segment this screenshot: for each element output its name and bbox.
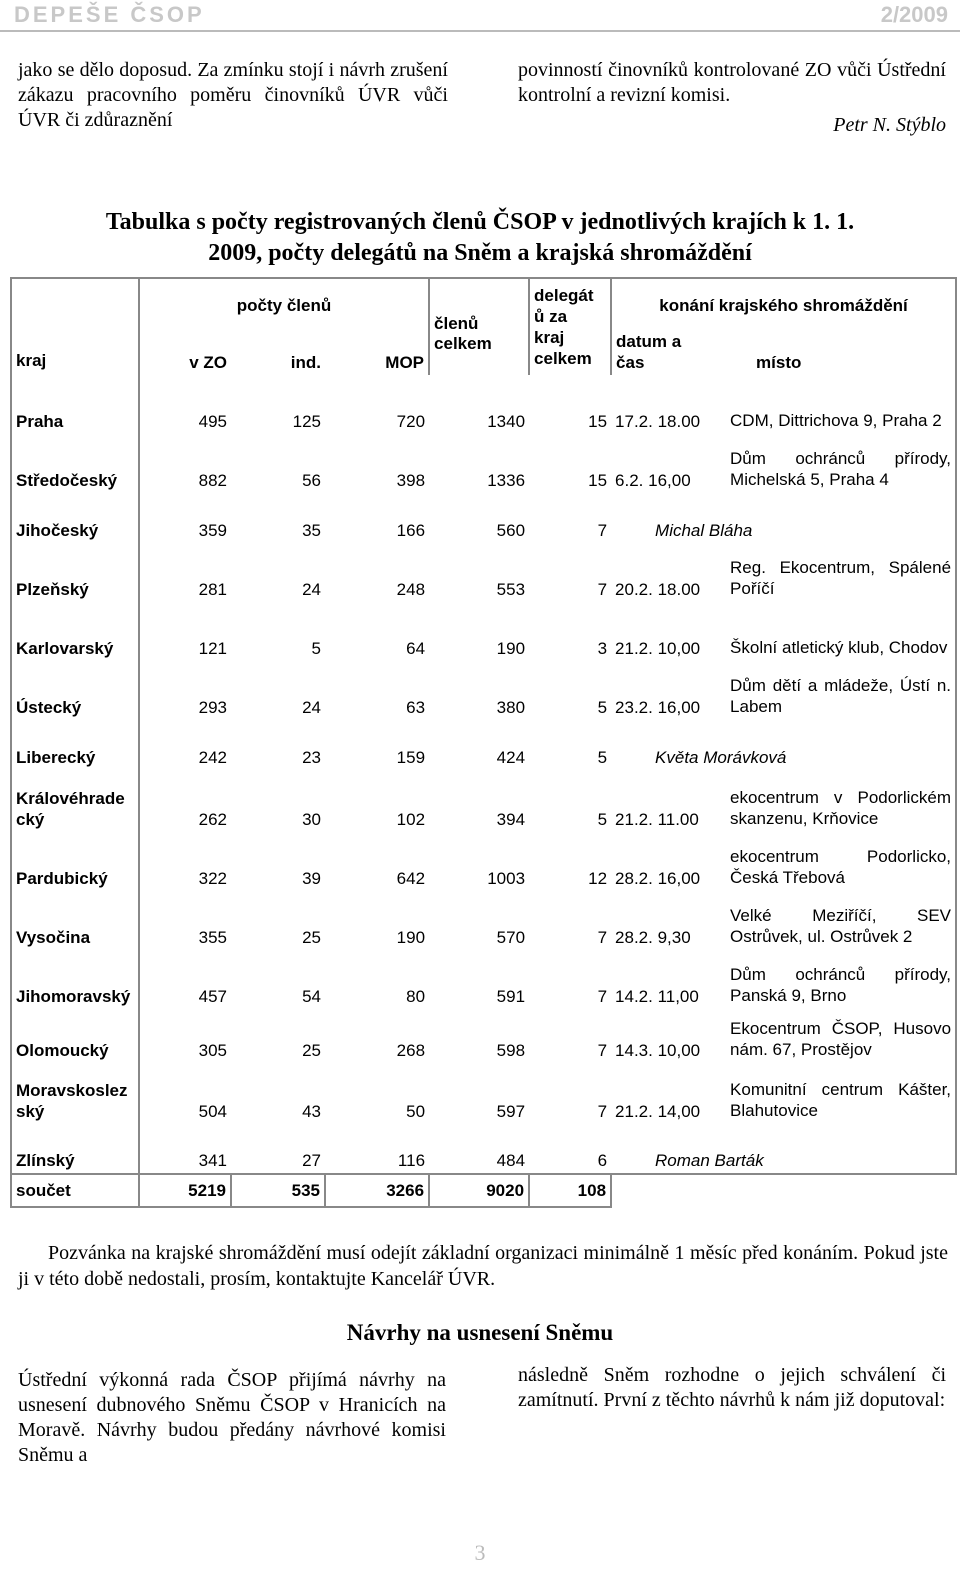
table-row [11, 493, 956, 543]
cell-v-zo: 281 [139, 543, 231, 602]
cell-delegati: 7 [597, 580, 608, 599]
cell-mop: 248 [396, 580, 426, 599]
table-row [11, 891, 956, 950]
total-kraj: součet [11, 1174, 139, 1207]
cell-ind: 24 [302, 698, 321, 717]
cell-datum: 17.2. 18.00 [615, 412, 701, 431]
cell-celkem: 380 [496, 698, 526, 717]
cell-kraj: Pardubický [11, 832, 139, 891]
header-datum-2: čas [616, 353, 645, 372]
cell-v-zo: 359 [139, 493, 231, 543]
cell-v-zo: 495 [139, 375, 231, 434]
signature: Petr N. Stýblo [833, 114, 946, 136]
cell-misto: Velké Meziříčí, SEV Ostrůvek, ul. Ostrůvek 2 [726, 891, 956, 950]
section-left-text: Ústřední výkonná rada ČSOP přijímá návrhy na usnesení dubnového Sněmu ČSOP v Hranicích na Moravě. Návrhy budou předány návrhové komisi Sněmu a [18, 1369, 446, 1466]
intro-right-text: povinností činovníků kontrolované ZO vůči Ústřední kontrolní a revizní komisi. [518, 59, 946, 106]
header-pocty-clenu: počty členů [139, 278, 429, 325]
intro-right-column [518, 58, 946, 108]
cell-delegati: 15 [588, 412, 608, 431]
cell-mop: 398 [396, 471, 426, 490]
members-table [10, 277, 957, 1208]
cell-misto: Dům ochránců přírody, Panská 9, Brno [726, 950, 956, 1009]
cell-ind: 56 [302, 471, 321, 490]
header-rule [0, 30, 960, 32]
cell-ind: 25 [302, 1041, 321, 1060]
table-row [11, 543, 956, 602]
cell-celkem: 560 [496, 521, 526, 540]
cell-kraj: Zlínský [11, 1124, 139, 1174]
header-title: DEPEŠE ČSOP [14, 2, 205, 27]
table-row [11, 770, 956, 832]
cell-v-zo: 322 [139, 832, 231, 891]
cell-ind: 30 [302, 810, 321, 829]
table-row [11, 950, 956, 1009]
cell-ind: 25 [302, 928, 321, 947]
cell-delegati: 12 [588, 869, 608, 888]
section-right-column [518, 1363, 946, 1413]
intro-left-text: jako se dělo doposud. Za zmínku stojí i návrh zrušení zákazu pracovního poměru činovníků ÚVR vůči ÚVR či zdůraznění [18, 59, 448, 131]
cell-kraj: Středočeský [11, 434, 139, 493]
cell-delegati: 15 [588, 471, 608, 490]
cell-kraj: Ústecký [11, 661, 139, 720]
table-title [0, 207, 960, 269]
table-row [11, 720, 956, 770]
cell-v-zo: 882 [139, 434, 231, 493]
cell-v-zo: 242 [139, 720, 231, 770]
cell-misto: Ekocentrum ČSOP, Husovo nám. 67, Prostějov [726, 1009, 956, 1063]
cell-mop: 102 [396, 810, 426, 829]
table-row [11, 661, 956, 720]
section-left-column [18, 1368, 446, 1468]
header-v-zo: v ZO [139, 325, 231, 375]
cell-delegati: 7 [597, 1041, 608, 1060]
cell-celkem: 598 [496, 1041, 526, 1060]
cell-ind: 27 [302, 1151, 321, 1170]
cell-contact: Květa Morávková [611, 720, 956, 770]
header-delegatu [529, 278, 611, 375]
header-datum-1: datum a [616, 332, 682, 351]
cell-v-zo: 504 [139, 1063, 231, 1124]
cell-delegati: 5 [597, 810, 608, 829]
header-delegat-4: celkem [534, 349, 592, 368]
cell-kraj: Jihočeský [11, 493, 139, 543]
total-mop: 3266 [325, 1174, 429, 1207]
cell-datum: 14.3. 10,00 [615, 1041, 701, 1060]
table-total-row [11, 1174, 956, 1207]
total-delegati: 108 [529, 1174, 611, 1207]
table-row [11, 375, 956, 434]
header-celkem: celkem [434, 334, 492, 353]
cell-contact: Michal Bláha [611, 493, 956, 543]
header-kraj: kraj [11, 325, 139, 375]
cell-misto: CDM, Dittrichova 9, Praha 2 [726, 375, 956, 434]
total-celkem: 9020 [429, 1174, 529, 1207]
cell-kraj: Vysočina [11, 891, 139, 950]
cell-mop: 720 [396, 412, 426, 431]
cell-mop: 268 [396, 1041, 426, 1060]
header-delegat-3: kraj [534, 328, 565, 347]
cell-kraj: Moravskoslezský [11, 1063, 139, 1124]
header-konani: konání krajského shromáždění [611, 278, 956, 325]
header-issue: 2/2009 [880, 2, 948, 27]
cell-v-zo: 355 [139, 891, 231, 950]
cell-delegati: 7 [597, 1102, 608, 1121]
cell-celkem: 1336 [487, 471, 526, 490]
cell-datum: 21.2. 14,00 [615, 1102, 701, 1121]
cell-ind: 39 [302, 869, 321, 888]
cell-datum: 28.2. 9,30 [615, 928, 691, 947]
cell-celkem: 484 [496, 1151, 526, 1170]
cell-celkem: 570 [496, 928, 526, 947]
total-filler [611, 1174, 956, 1207]
table-row [11, 1124, 956, 1174]
page-number: 3 [474, 1540, 486, 1565]
cell-ind: 24 [302, 580, 321, 599]
header-ind: ind. [290, 353, 321, 372]
cell-misto: Školní atletický klub, Chodov [726, 602, 956, 661]
header-clenu-celkem [429, 278, 529, 375]
cell-v-zo: 121 [139, 602, 231, 661]
cell-delegati: 5 [597, 698, 608, 717]
cell-celkem: 190 [496, 639, 526, 658]
cell-delegati: 7 [597, 928, 608, 947]
cell-datum: 6.2. 16,00 [615, 471, 691, 490]
cell-celkem: 553 [496, 580, 526, 599]
cell-ind: 43 [302, 1102, 321, 1121]
cell-mop: 80 [406, 987, 426, 1006]
cell-misto: ekocentrum Podorlicko, Česká Třebová [726, 832, 956, 891]
section-title: Návrhy na usnesení Sněmu [346, 1320, 614, 1345]
header-delegat-2: ů za [534, 307, 568, 326]
cell-misto: Dům dětí a mládeže, Ústí n. Labem [726, 661, 956, 720]
cell-datum: 20.2. 18.00 [615, 580, 701, 599]
cell-misto: Dům ochránců přírody, Michelská 5, Praha 4 [726, 434, 956, 493]
cell-delegati: 3 [597, 639, 608, 658]
header-datum [611, 325, 726, 375]
cell-celkem: 597 [496, 1102, 526, 1121]
total-ind: 535 [231, 1174, 325, 1207]
header-delegat-1: delegát [534, 286, 594, 305]
cell-kraj: Olomoucký [11, 1009, 139, 1063]
cell-celkem: 1340 [487, 412, 526, 431]
cell-v-zo: 457 [139, 950, 231, 1009]
section-right-text: následně Sněm rozhodne o jejich schválení či zamítnutí. První z těchto návrhů k nám již doputoval: [518, 1364, 946, 1411]
cell-mop: 64 [406, 639, 426, 658]
cell-v-zo: 305 [139, 1009, 231, 1063]
cell-mop: 166 [396, 521, 426, 540]
cell-ind: 5 [311, 639, 321, 658]
cell-datum: 21.2. 11.00 [615, 810, 699, 829]
cell-misto: Reg. Ekocentrum, Spálené Poříčí [726, 543, 956, 602]
header-mop: MOP [385, 353, 425, 372]
cell-mop: 190 [396, 928, 426, 947]
header-clenu: členů [434, 314, 479, 333]
cell-kraj: Plzeňský [11, 543, 139, 602]
cell-v-zo: 293 [139, 661, 231, 720]
table-row [11, 434, 956, 493]
cell-mop: 642 [396, 869, 426, 888]
cell-v-zo: 341 [139, 1124, 231, 1174]
cell-ind: 35 [302, 521, 321, 540]
table-title-line-2: 2009, počty delegátů na Sněm a krajská shromáždění [208, 240, 752, 266]
table-row [11, 1063, 956, 1124]
cell-ind: 23 [302, 748, 321, 767]
table-row [11, 1009, 956, 1063]
cell-mop: 159 [396, 748, 426, 767]
cell-mop: 116 [397, 1151, 426, 1170]
cell-delegati: 6 [597, 1151, 608, 1170]
cell-celkem: 1003 [487, 869, 526, 888]
cell-datum: 23.2. 16,00 [615, 698, 701, 717]
cell-mop: 50 [406, 1102, 426, 1121]
cell-misto: ekocentrum v Podorlickém skanzenu, Krňovice [726, 770, 956, 832]
table-row [11, 832, 956, 891]
cell-celkem: 394 [496, 810, 526, 829]
cell-ind: 54 [302, 987, 321, 1006]
cell-kraj: Jihomoravský [11, 950, 139, 1009]
cell-kraj: Praha [11, 375, 139, 434]
invitation-note: Pozvánka na krajské shromáždění musí odejít základní organizaci minimálně 1 měsíc před konáním. Pokud jste ji v této době nedostali, prosím, kontaktujte Kancelář ÚVR. [18, 1242, 948, 1290]
table-title-line-1: Tabulka s počty registrovaných členů ČSOP v jednotlivých krajích k 1. 1. [105, 209, 855, 235]
cell-v-zo: 262 [139, 770, 231, 832]
cell-kraj: Královéhradecký [11, 770, 139, 832]
header-blank [11, 278, 139, 325]
cell-datum: 21.2. 10,00 [615, 639, 701, 658]
cell-delegati: 7 [597, 521, 608, 540]
header-misto: místo [726, 325, 956, 375]
cell-misto: Komunitní centrum Kášter, Blahutovice [726, 1063, 956, 1124]
cell-kraj: Karlovarský [11, 602, 139, 661]
cell-delegati: 7 [597, 987, 608, 1006]
total-v-zo: 5219 [139, 1174, 231, 1207]
cell-datum: 28.2. 16,00 [615, 869, 701, 888]
cell-celkem: 424 [496, 748, 526, 767]
cell-delegati: 5 [597, 748, 608, 767]
cell-celkem: 591 [496, 987, 526, 1006]
cell-mop: 63 [406, 698, 426, 717]
cell-contact: Roman Barták [611, 1124, 956, 1174]
table-row [11, 602, 956, 661]
cell-ind: 125 [292, 412, 321, 431]
cell-datum: 14.2. 11,00 [615, 987, 699, 1006]
intro-left-column [18, 58, 448, 133]
cell-kraj: Liberecký [11, 720, 139, 770]
